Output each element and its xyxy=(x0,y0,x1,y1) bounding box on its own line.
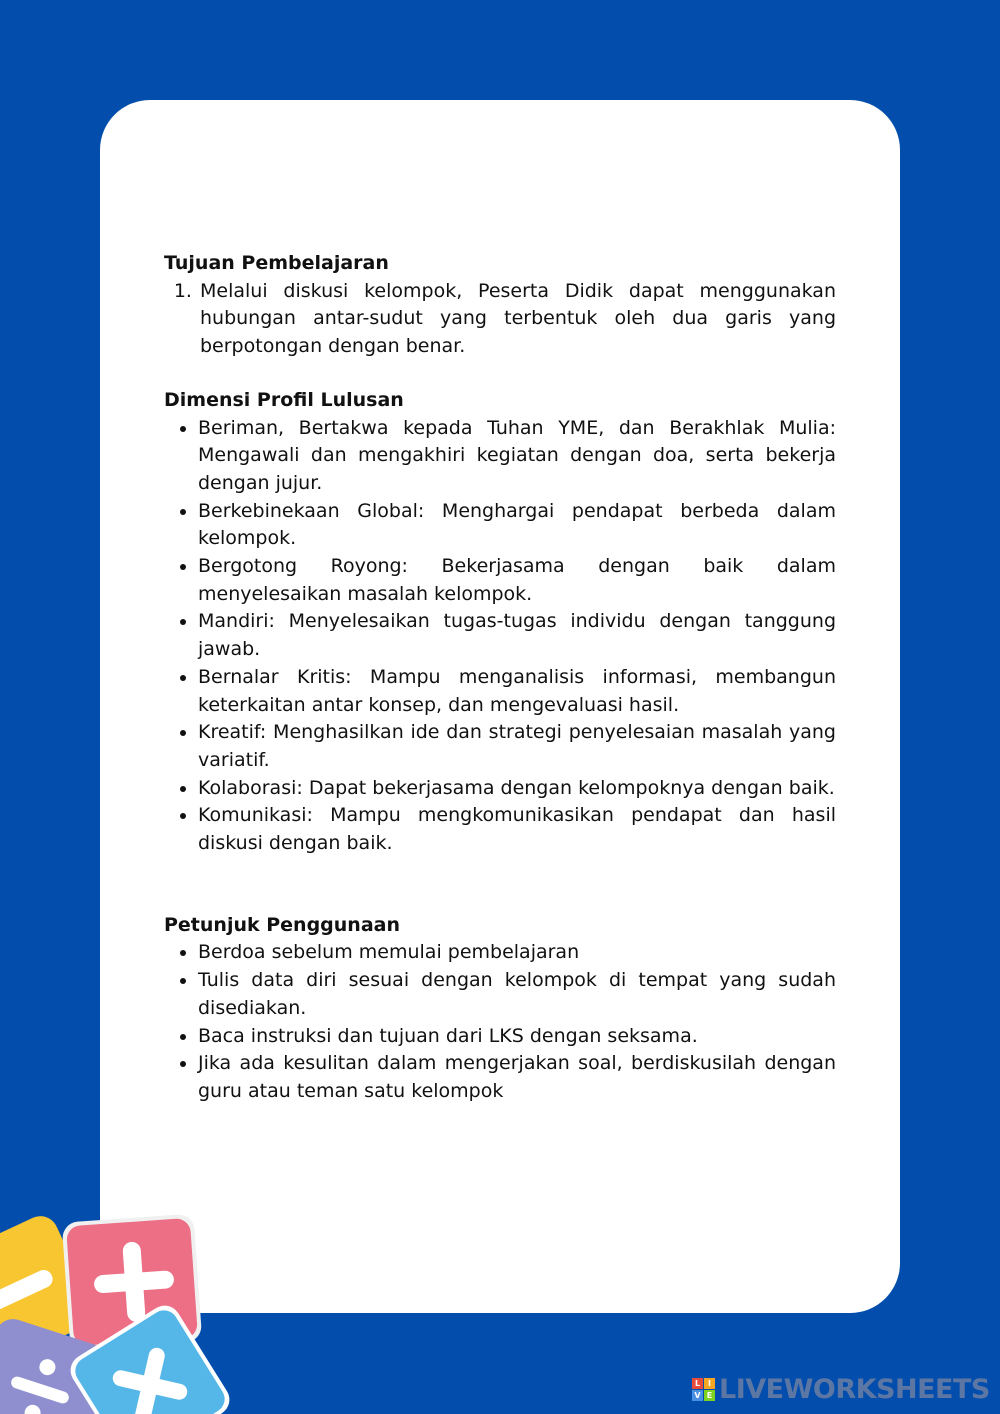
list-item: • Jika ada kesulitan dalam mengerjakan soal, berdiskusilah dengan guru atau teman satu kelompok xyxy=(198,1050,836,1105)
list-item: • Komunikasi: Mampu mengkomunikasikan pendapat dan hasil diskusi dengan baik. xyxy=(198,802,836,857)
watermark-text: LIVEWORKSHEETS xyxy=(719,1373,990,1405)
list-item: • Kolaborasi: Dapat bekerjasama dengan kelompoknya dengan baik. xyxy=(198,775,836,803)
section-title-petunjuk: Petunjuk Penggunaan xyxy=(164,913,400,936)
list-item: • Bernalar Kritis: Mampu menganalisis informasi, membangun keterkaitan antar konsep, dan mengevaluasi hasil. xyxy=(198,664,836,719)
section-title-tujuan: Tujuan Pembelajaran xyxy=(164,252,389,274)
list-item: 1. Melalui diskusi kelompok, Peserta Didik dapat menggunakan hubungan antar-sudut yang terbentuk oleh dua garis yang berpotongan dengan benar. xyxy=(198,278,836,361)
tujuan-list xyxy=(164,278,836,361)
liveworksheets-logo-icon: L I V E xyxy=(692,1378,715,1401)
petunjuk-list xyxy=(164,939,836,1105)
section-title-dimensi: Dimensi Profil Lulusan xyxy=(164,388,404,411)
list-item: • Berkebinekaan Global: Menghargai pendapat berbeda dalam kelompok. xyxy=(198,498,836,553)
dimensi-list xyxy=(164,415,836,858)
list-item: • Baca instruksi dan tujuan dari LKS dengan seksama. xyxy=(198,1023,836,1051)
document-body xyxy=(164,250,836,1106)
watermark xyxy=(692,1375,990,1403)
list-item: • Beriman, Bertakwa kepada Tuhan YME, dan Berakhlak Mulia: Mengawali dan mengakhiri kegiatan dengan doa, serta bekerja dengan jujur. xyxy=(198,415,836,498)
list-item: • Bergotong Royong: Bekerjasama dengan baik dalam menyelesaikan masalah kelompok. xyxy=(198,553,836,608)
list-item: • Tulis data diri sesuai dengan kelompok di tempat yang sudah disediakan. xyxy=(198,967,836,1022)
list-item: • Kreatif: Menghasilkan ide dan strategi penyelesaian masalah yang variatif. xyxy=(198,719,836,774)
list-item: • Berdoa sebelum memulai pembelajaran xyxy=(198,939,836,967)
math-tiles-decoration xyxy=(0,1200,240,1414)
math-tiles-icon xyxy=(0,1200,240,1414)
list-item: • Mandiri: Menyelesaikan tugas-tugas individu dengan tanggung jawab. xyxy=(198,608,836,663)
